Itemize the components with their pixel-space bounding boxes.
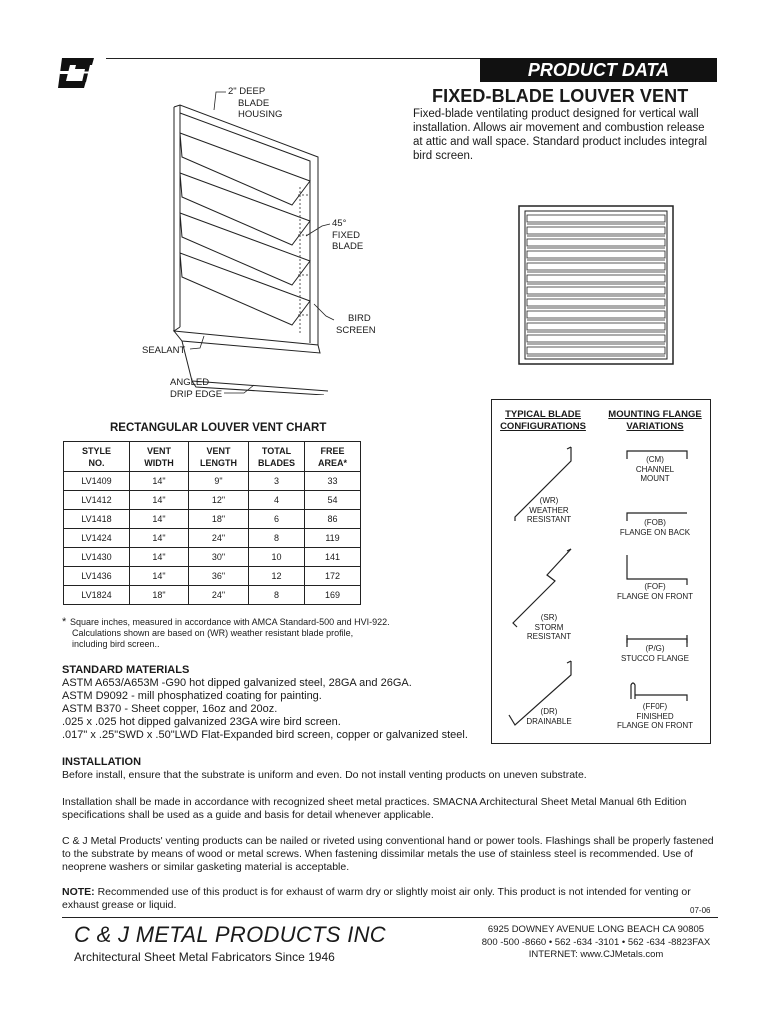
header-free-area: FREE AREA* [305,442,361,472]
louver-slat [527,311,665,318]
materials-heading: STANDARD MATERIALS [62,664,190,676]
table-row: LV1424 14" 24" 8 119 [64,529,361,548]
address: 6925 DOWNEY AVENUE LONG BEACH CA 90805 [487,924,705,935]
footer-rule [62,917,718,918]
chart-title: RECTANGULAR LOUVER VENT CHART [110,422,327,434]
list-item: ASTM B370 - Sheet copper, 16oz and 20oz. [62,703,278,715]
callout-sealant: SEALANT [142,345,186,356]
materials-list [62,677,468,742]
callout-fixed-blade: 45° FIXED BLADE [332,218,364,252]
company-logo [56,56,96,90]
installation-paragraph-3: C & J Metal Products' venting products can be nailed or riveted using conventional hand or power tools. Flashings shall be properly fastened to the substrate by means of wood or metal screws. When fastening dissimilar metals the use of stainless steel is recommended. Use of neoprene washers or similar gasketing material is acceptable. [62,835,714,873]
intro-text: Fixed-blade ventilating product designed for vertical wall installation. Allows air movement and combustion release at attic and wall space. Standard product includes integral bird screen. [413,108,708,162]
table-header-row [64,442,361,472]
product-data-banner: PRODUCT DATA [480,58,717,82]
installation-paragraph-1: Before install, ensure that the substrate is uniform and even. Do not install venting products on uneven substrate. [62,769,587,781]
header-style: STYLE NO. [64,442,130,472]
blade-sr-label: (SR) STORM RESISTANT [526,613,572,641]
louver-front-view [518,205,674,365]
louver-vent-table [63,441,361,605]
installation-heading: INSTALLATION [62,756,142,768]
callout-drip-edge: ANGLED DRIP EDGE [170,377,223,400]
contact-info [476,924,716,962]
louver-slat [527,335,665,342]
flange-cm-label: (CM) CHANNEL MOUNT [635,455,675,483]
header-length: VENT LENGTH [189,442,249,472]
louver-slat [527,215,665,222]
louver-slat [527,323,665,330]
installation-note: NOTE: Recommended use of this product is for exhaust of warm dry or slightly moist air only. This product is not intended for venting or exhaust grease or liquid. [62,886,691,911]
list-item: .017" x .25"SWD x .50"LWD Flat-Expanded bird screen, copper or galvanized steel. [62,729,468,741]
table-row: LV1436 14" 36" 12 172 [64,567,361,586]
flange-pg-label: (P/G) STUCCO FLANGE [620,644,689,663]
louver-slat [527,347,665,354]
header-blades: TOTAL BLADES [249,442,305,472]
list-item: ASTM D9092 - mill phosphatized coating for painting. [62,690,322,702]
table-row: LV1418 14" 18" 6 86 [64,510,361,529]
list-item: ASTM A653/A653M -G90 hot dipped galvanized steel, 28GA and 26GA. [62,677,412,689]
header-width: VENT WIDTH [130,442,189,472]
flange-fob-label: (FOB) FLANGE ON BACK [619,518,691,537]
blade-dr-label: (DR) DRAINABLE [526,707,572,726]
flange-ff0f-label: (FF0F) FINISHED FLANGE ON FRONT [616,702,693,730]
flange-variations-heading: MOUNTING FLANGE VARIATIONS [608,409,702,432]
table-row: LV1409 14" 9" 3 33 [64,472,361,491]
louver-isometric-drawing [160,95,330,395]
table-row: LV1824 18" 24" 8 169 [64,586,361,605]
louver-slat [527,275,665,282]
louver-slat [527,287,665,294]
louver-slat [527,299,665,306]
phone-numbers: 800 -500 -8660 • 562 -634 -3101 • 562 -634 -8823FAX [481,936,711,948]
blade-wr-label: (WR) WEATHER RESISTANT [526,496,572,524]
config-drawings [491,399,711,744]
louver-slat [527,251,665,258]
table-row: LV1412 14" 12" 4 54 [64,491,361,510]
installation-paragraph-2: Installation shall be made in accordance with recognized sheet metal practices. SMACNA Architectural Sheet Metal Manual 6th Edition specifications shall be used as a guide and basis for detail whenever applicable. [62,796,687,821]
louver-slat [527,239,665,246]
chart-footnote: * Square inches, measured in accordance with AMCA Standard-500 and HVI-922. Calculations shown are based on (WR) weather resistant blade profile, including bird screen.. [62,616,390,649]
louver-slat [527,227,665,234]
callout-bird-screen: BIRD SCREEN [336,313,376,336]
flange-fof-label: (FOF) FLANGE ON FRONT [616,582,693,601]
revision-code: 07-06 [690,906,711,915]
page-title: FIXED-BLADE LOUVER VENT [432,86,689,106]
table-row: LV1430 14" 30" 10 141 [64,548,361,567]
company-tagline: Architectural Sheet Metal Fabricators Since 1946 [74,950,335,964]
list-item: .025 x .025 hot dipped galvanized 23GA wire bird screen. [62,716,341,728]
website: INTERNET: www.CJMetals.com [528,949,664,960]
callout-housing: 2" DEEP BLADE HOUSING [228,86,283,120]
blade-config-heading: TYPICAL BLADE CONFIGURATIONS [500,409,586,432]
company-name: C & J METAL PRODUCTS INC [74,922,386,947]
louver-slat [527,263,665,270]
